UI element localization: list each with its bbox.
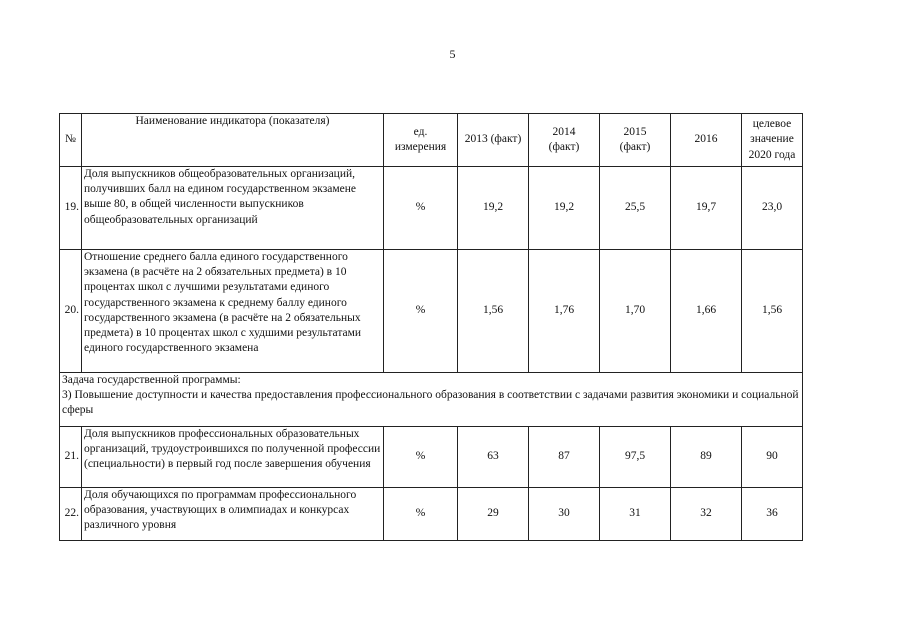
header-indicator-name: Наименование индикатора (показателя) bbox=[82, 114, 384, 167]
value-2014: 1,76 bbox=[529, 250, 600, 373]
value-2015: 1,70 bbox=[600, 250, 671, 373]
header-target-line2: значение bbox=[750, 133, 794, 146]
value-target: 1,56 bbox=[742, 250, 803, 373]
row-number: 20. bbox=[60, 250, 82, 373]
header-2016: 2016 bbox=[671, 114, 742, 167]
value-target: 23,0 bbox=[742, 167, 803, 250]
unit-cell: % bbox=[384, 250, 458, 373]
indicator-name: Доля выпускников общеобразовательных организаций, получивших балл на едином государственном экзамене выше 80, в общей численности выпускников общеобразовательных организаций bbox=[82, 167, 384, 250]
row-number: 22. bbox=[60, 488, 82, 541]
value-2013: 63 bbox=[458, 427, 529, 488]
header-2014-line1: 2014 bbox=[552, 125, 576, 138]
value-target: 90 bbox=[742, 427, 803, 488]
value-2016: 19,7 bbox=[671, 167, 742, 250]
header-2014 bbox=[529, 114, 600, 167]
indicators-table bbox=[59, 113, 803, 541]
header-2015-line2: (факт) bbox=[619, 141, 651, 153]
row-number: 21. bbox=[60, 427, 82, 488]
unit-cell: % bbox=[384, 488, 458, 541]
value-2015: 97,5 bbox=[600, 427, 671, 488]
unit-cell: % bbox=[384, 167, 458, 250]
header-target bbox=[742, 114, 803, 167]
value-target: 36 bbox=[742, 488, 803, 541]
header-2014-line2: (факт) bbox=[548, 141, 580, 153]
value-2013: 1,56 bbox=[458, 250, 529, 373]
header-2013: 2013 (факт) bbox=[458, 114, 529, 167]
header-target-line1: целевое bbox=[752, 118, 792, 131]
table-row bbox=[60, 167, 803, 250]
section-title: Задача государственной программы: bbox=[62, 374, 241, 386]
table-row bbox=[60, 250, 803, 373]
value-2014: 30 bbox=[529, 488, 600, 541]
header-unit-line1: ед. bbox=[413, 125, 428, 138]
value-2015: 31 bbox=[600, 488, 671, 541]
unit-cell: % bbox=[384, 427, 458, 488]
value-2014: 87 bbox=[529, 427, 600, 488]
row-number: 19. bbox=[60, 167, 82, 250]
indicator-name: Доля выпускников профессиональных образовательных организаций, трудоустроившихся по полученной профессии (специальности) в первый год после завершения обучения bbox=[82, 427, 384, 488]
section-task: 3) Повышение доступности и качества предоставления профессионального образования в соответствии с задачами развития экономики и социальной сферы bbox=[62, 389, 799, 417]
header-2015 bbox=[600, 114, 671, 167]
header-unit-line2: измерения bbox=[394, 141, 447, 153]
value-2013: 29 bbox=[458, 488, 529, 541]
header-2015-line1: 2015 bbox=[623, 125, 647, 138]
indicator-name: Отношение среднего балла единого государственного экзамена (в расчёте на 2 обязательных предмета) в 10 процентах школ с лучшими результатами единого государственного экзамена к среднему баллу единого государственного экзамена (в расчёте на 2 обязательных предмета) в 10 процентах школ с худшими результатами единого государственного экзамена bbox=[82, 250, 384, 373]
value-2015: 25,5 bbox=[600, 167, 671, 250]
value-2014: 19,2 bbox=[529, 167, 600, 250]
header-unit bbox=[384, 114, 458, 167]
table-row bbox=[60, 488, 803, 541]
page-number: 5 bbox=[449, 47, 456, 61]
header-num: № bbox=[60, 114, 82, 167]
value-2016: 32 bbox=[671, 488, 742, 541]
section-cell bbox=[60, 373, 803, 427]
table-row bbox=[60, 427, 803, 488]
value-2016: 89 bbox=[671, 427, 742, 488]
indicator-name: Доля обучающихся по программам профессионального образования, участвующих в олимпиадах и конкурсах различного уровня bbox=[82, 488, 384, 541]
value-2013: 19,2 bbox=[458, 167, 529, 250]
section-row bbox=[60, 373, 803, 427]
table-header-row bbox=[60, 114, 803, 167]
value-2016: 1,66 bbox=[671, 250, 742, 373]
header-target-line3: 2020 года bbox=[748, 148, 796, 161]
